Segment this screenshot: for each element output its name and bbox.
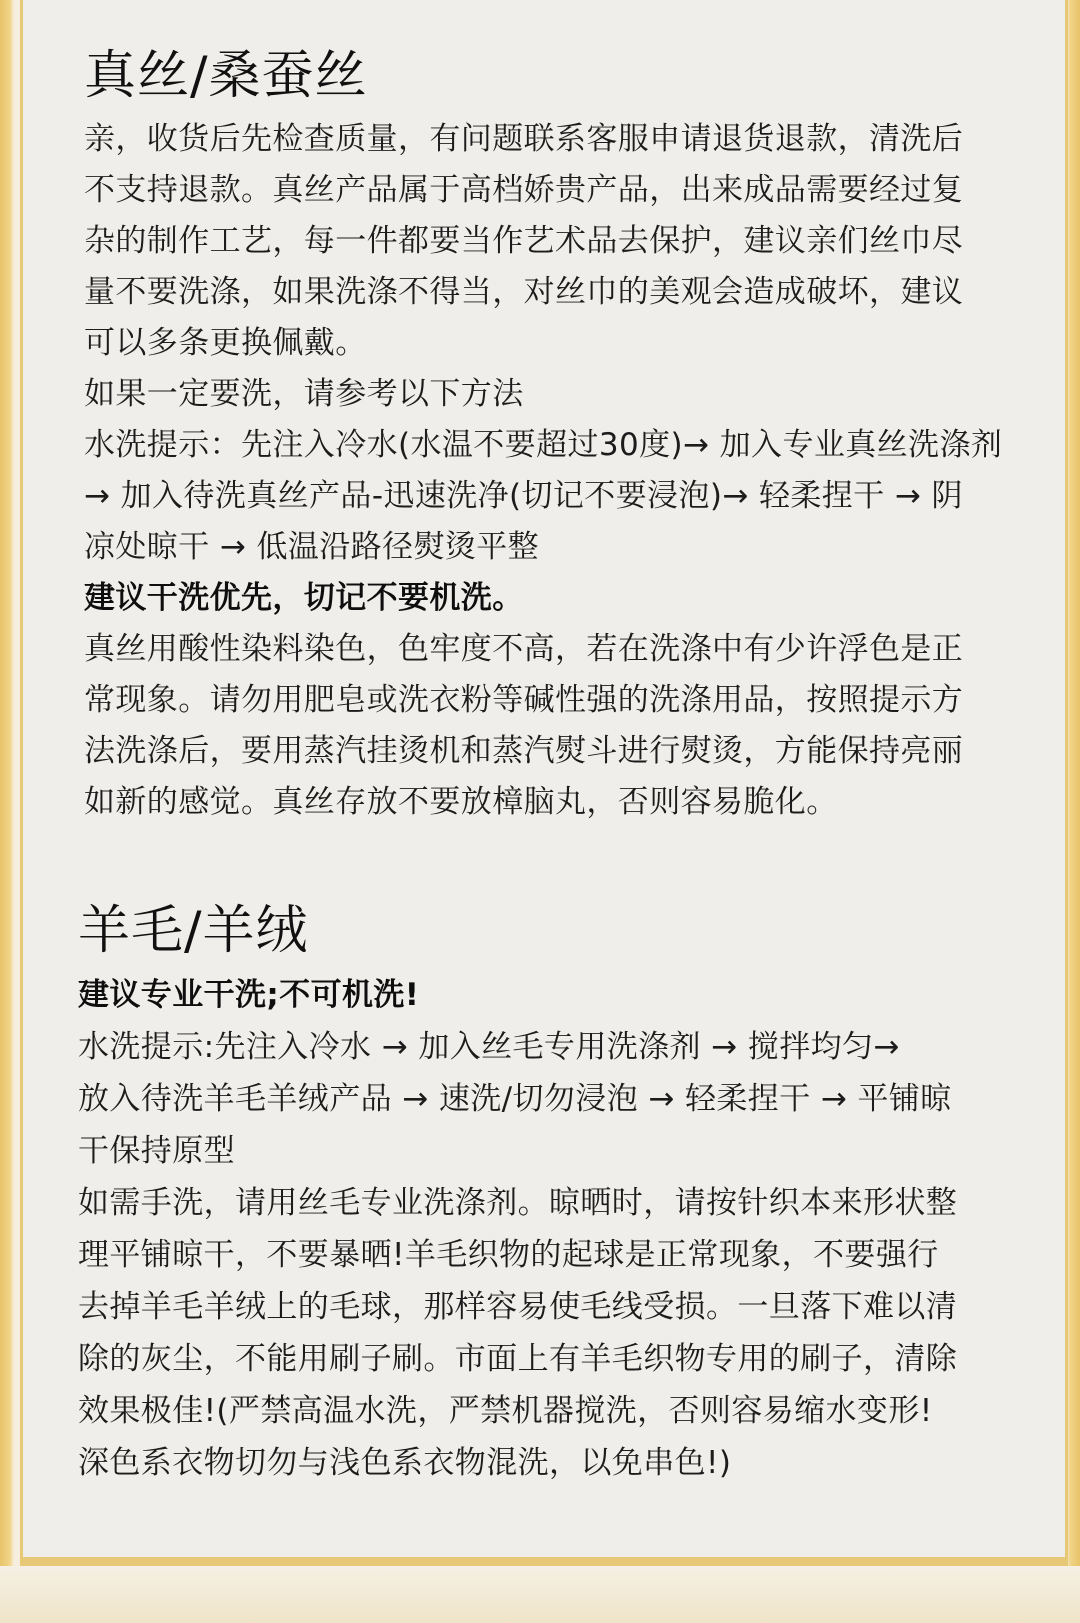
silk-dry-clean-warning: 建议干洗优先，切记不要机洗。 [84,580,524,616]
wool-heading: 羊毛/羊绒 [78,901,309,961]
silk-wash-tip: → 加入待洗真丝产品-迅速洗净(切记不要浸泡)→ 轻柔捏干 → 阴 [84,478,963,514]
wool-dry-clean-warning: 建议专业干洗;不可机洗! [78,977,420,1013]
wool-line: 除的灰尘，不能用刷子刷。市面上有羊毛织物专用的刷子，清除 [78,1341,958,1377]
wool-line: 如需手洗，请用丝毛专业洗涤剂。晾晒时，请按针织本来形状整 [78,1185,958,1221]
silk-section [84,38,1044,828]
silk-line: 法洗涤后，要用蒸汽挂烫机和蒸汽熨斗进行熨烫，方能保持亮丽 [84,733,964,769]
wool-line: 效果极佳!(严禁高温水洗，严禁机器搅洗，否则容易缩水变形! [78,1393,933,1429]
silk-line: 量不要洗涤，如果洗涤不得当，对丝巾的美观会造成破坏，建议 [84,274,964,310]
bottom-margin [0,1566,1080,1623]
silk-line: 如果一定要洗，请参考以下方法 [84,376,524,412]
silk-wash-tip: 凉处晾干 → 低温沿路径熨烫平整 [84,529,540,565]
silk-line: 真丝用酸性染料染色，色牢度不高，若在洗涤中有少许浮色是正 [84,631,964,667]
silk-line: 不支持退款。真丝产品属于高档娇贵产品，出来成品需要经过复 [84,172,964,208]
wool-wash-tip: 放入待洗羊毛羊绒产品 → 速洗/切勿浸泡 → 轻柔捏干 → 平铺晾 [78,1081,952,1117]
silk-line: 亲，收货后先检查质量，有问题联系客服申请退货退款，清洗后 [84,121,964,157]
wool-line: 理平铺晾干，不要暴晒!羊毛织物的起球是正常现象，不要强行 [78,1237,939,1273]
silk-heading: 真丝/桑蚕丝 [84,46,368,106]
silk-line: 如新的感觉。真丝存放不要放樟脑丸，否则容易脆化。 [84,784,838,820]
wool-line: 去掉羊毛羊绒上的毛球，那样容易使毛线受损。一旦落下难以清 [78,1289,958,1325]
wool-section [78,893,1048,1489]
wool-wash-tip: 干保持原型 [78,1133,235,1169]
silk-wash-tip: 水洗提示：先注入冷水(水温不要超过30度)→ 加入专业真丝洗涤剂 [84,427,1003,463]
silk-line: 杂的制作工艺，每一件都要当作艺术品去保护，建议亲们丝巾尽 [84,223,964,259]
wool-line: 深色系衣物切勿与浅色系衣物混洗，以免串色!) [78,1445,732,1481]
wool-wash-tip: 水洗提示:先注入冷水 → 加入丝毛专用洗涤剂 → 搅拌均匀→ [78,1029,900,1065]
silk-line: 常现象。请勿用肥皂或洗衣粉等碱性强的洗涤用品，按照提示方 [84,682,964,718]
silk-line: 可以多条更换佩戴。 [84,325,367,361]
